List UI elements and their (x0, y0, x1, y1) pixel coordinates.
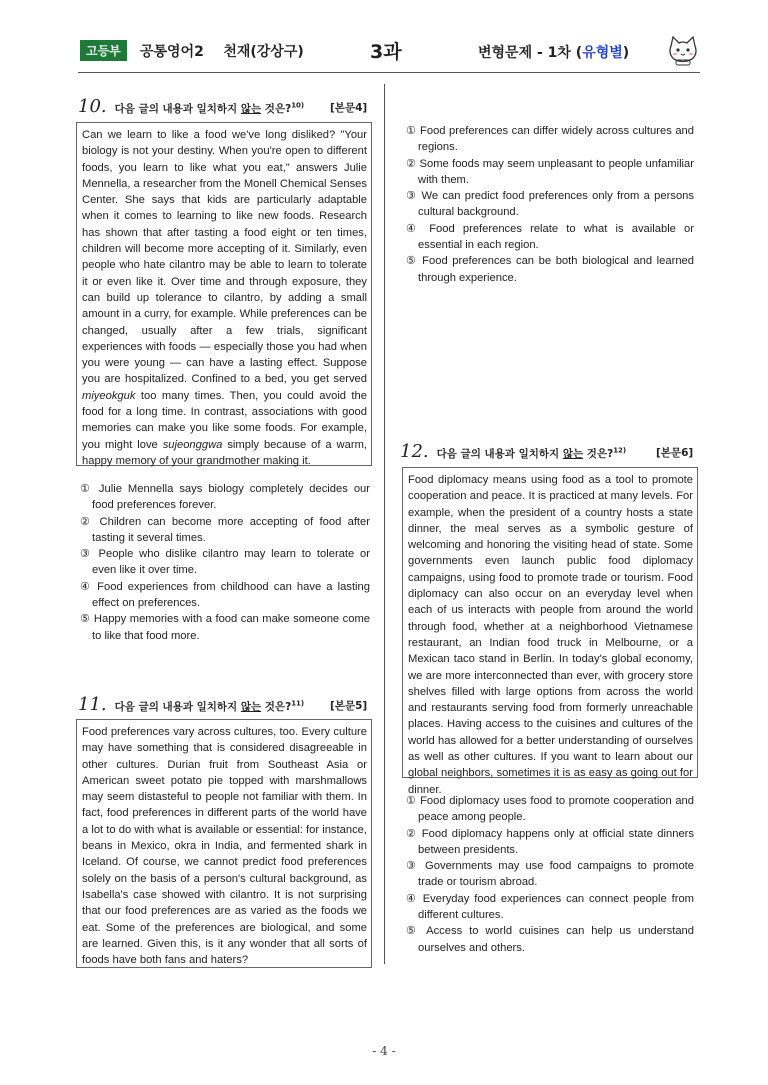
option[interactable]: ① Julie Mennella says biology completely decides our food preferences forever. (80, 483, 370, 512)
question-10-heading: 10. 다음 글의 내용과 일치하지 않는 것은?$^{10)}$ [본문4] (78, 96, 368, 117)
header-divider (78, 72, 700, 73)
option[interactable]: ⑤ Food preferences can be both biological and learned through experience. (406, 255, 694, 284)
cat-mascot-icon (666, 34, 700, 66)
question-11-passage: Food preferences vary across cultures, too. Every culture may have something that is considered disagreeable in other cultures. Durian fruit from Southeast Asia or American sweet potato pie topped with marshmallows may seem distasteful to people not familiar with them. In fact, food preferences in different parts of the world have a lot to do with what is available or essential: for instance, beans in Mexico, okra in India, and fermented shark in Iceland. Of course, we cannot predict food preferences solely on the basis of a person's cultural background, as Isabella's case showed with cilantro. It is not surprising that our food preferences are as varied as the foods we eat. Some of the preferences are biological, and some are learned. Given this, is it any wonder that all sorts of foods have both fans and haters? (76, 719, 372, 968)
option[interactable]: ④ Food preferences relate to what is available or essential in each region. (406, 222, 694, 252)
option[interactable]: ① Food diplomacy uses food to promote cooperation and peace among people. (406, 795, 694, 824)
option[interactable]: ③ People who dislike cilantro may learn to tolerate or even like it over time. (80, 548, 370, 577)
option[interactable]: ⑤ Happy memories with a food can make someone come to like that food more. (80, 613, 370, 642)
question-12-heading: 12. 다음 글의 내용과 일치하지 않는 것은?$^{12)}$ [본문6] (400, 441, 694, 462)
question-11-options (406, 123, 694, 286)
option[interactable]: ① Food preferences can differ widely across cultures and regions. (406, 125, 694, 154)
option[interactable]: ⑤ Access to world cuisines can help us understand ourselves and others. (406, 925, 694, 954)
option[interactable]: ④ Everyday food experiences can connect people from different cultures. (406, 892, 694, 922)
question-12-passage: Food diplomacy means using food as a tool to promote cooperation and peace. It is practiced at many levels. For example, when the president of a country hosts a state dinner, the meal serves as a symbolic gesture of welcoming and honoring the visiting head of state. Some governments even launch public food diplomacy campaigns, using food to promote trade or tourism. Food diplomacy can also occur on an everyday level when each of us interacts with people from around the world through food, whether at a neighborhood Vietnamese restaurant, an Indian food truck in Melbourne, or a Mexican taco stand in Berlin. In today's global economy, we are more interconnected than ever, with grocery store shelves filled with large options from across the world and restaurants serving food from formerly unreachable places. Having access to the cuisines and cultures of the world has allowed for a better understanding of ourselves as well as other cultures. If you want to learn about our global neighbors, sometimes it is as easy as going out for dinner. (402, 467, 698, 778)
course-title: 공통영어2 천재(강상구) (140, 44, 304, 60)
page-number: - 4 - (372, 1044, 396, 1058)
question-12-options (406, 793, 694, 956)
option[interactable]: ④ Food experiences from childhood can have a lasting effect on preferences. (80, 580, 370, 610)
option[interactable]: ③ We can predict food preferences only from a persons cultural background. (406, 190, 694, 219)
question-11-heading: 11. 다음 글의 내용과 일치하지 않는 것은?$^{11)}$ [본문5] (78, 694, 368, 715)
column-divider (384, 84, 385, 964)
option[interactable]: ② Children can become more accepting of food after tasting it several times. (80, 515, 370, 544)
option[interactable]: ③ Governments may use food campaigns to promote trade or tourism abroad. (406, 860, 694, 889)
level-badge: 고등부 (80, 40, 127, 61)
page-header (78, 34, 700, 70)
option[interactable]: ② Some foods may seem unpleasant to people unfamiliar with them. (406, 157, 694, 186)
option[interactable]: ② Food diplomacy happens only at official state dinners between presidents. (406, 827, 694, 856)
lesson-title: 3과 (370, 41, 402, 63)
question-10-options (80, 481, 370, 644)
exam-type: 변형문제 - 1차 (유형별) (478, 45, 630, 61)
question-10-passage: Can we learn to like a food we've long disliked? "Your biology is not your destiny. When you're open to different foods, you learn to like what you eat," answers Julie Mennella, a researcher from the Monell Chemical Senses Center. She says that kids are particularly adaptable when it comes to learning to like new foods. Research has shown that after tasting a food eight or ten times, children will become more accepting of it. Similarly, even people who hate cilantro may be able to learn to tolerate it or even like it. Over time and through exposure, they can build up tolerance to cilantro, by adding a small amount in a curry, for example. While preferences can be changed, usually after a few trials, significant experiences with foods — especially those you had when you were young — can have a lasting effect. Suppose you are hospitalized. Confined to a bed, you get served miyeokguk too many times. Then, you could avoid the food for a long time. In contrast, associations with good memories can make you like some foods. For example, you might love sujeonggwa simply because of a warm, happy memory of your grandmother making it. (76, 122, 372, 466)
